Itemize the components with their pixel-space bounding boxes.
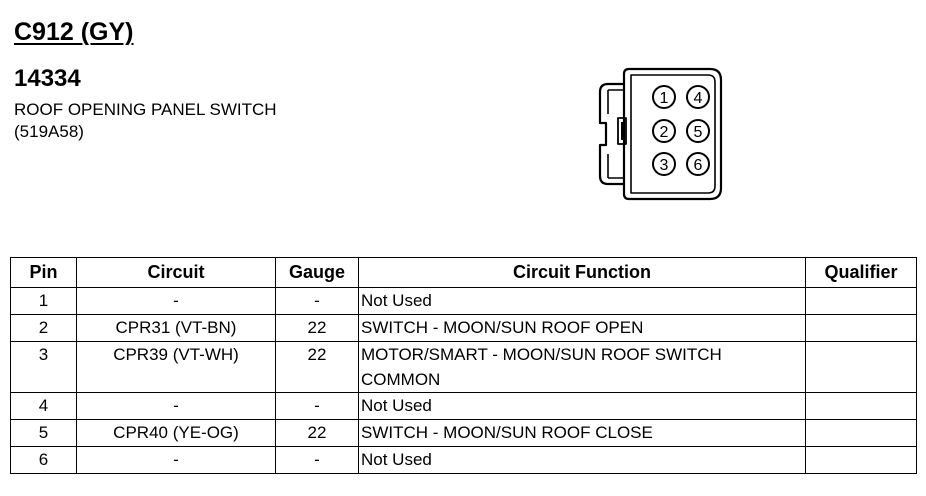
connector-face-diagram <box>588 66 728 202</box>
locking-tab <box>600 84 624 184</box>
table-row <box>11 342 917 393</box>
table-header-row <box>11 258 917 288</box>
function-line: Not Used <box>361 396 432 415</box>
pin-cell: 5 <box>11 420 77 447</box>
pin-cell: 1 <box>11 288 77 315</box>
part-code: (519A58) <box>14 122 84 141</box>
qualifier-cell <box>806 315 917 342</box>
header-gauge: Gauge <box>276 258 359 288</box>
table-row <box>11 447 917 474</box>
header-circuit: Circuit <box>77 258 276 288</box>
gauge-cell: 22 <box>276 420 359 447</box>
part-number: 14334 <box>14 65 81 92</box>
qualifier-cell <box>806 393 917 420</box>
pin-cell: 3 <box>11 342 77 393</box>
pin-cell: 2 <box>11 315 77 342</box>
part-description: ROOF OPENING PANEL SWITCH <box>14 100 277 119</box>
qualifier-cell <box>806 342 917 393</box>
function-cell <box>359 393 806 420</box>
function-cell <box>359 288 806 315</box>
pin-6-label: 6 <box>693 157 703 174</box>
function-cell <box>359 420 806 447</box>
gauge-cell: 22 <box>276 315 359 342</box>
gauge-cell: - <box>276 447 359 474</box>
qualifier-cell <box>806 420 917 447</box>
function-cell <box>359 342 806 393</box>
function-line: Not Used <box>361 291 432 310</box>
qualifier-cell <box>806 288 917 315</box>
table-row <box>11 288 917 315</box>
header-circuit-function: Circuit Function <box>359 258 806 288</box>
gauge-cell: - <box>276 393 359 420</box>
circuit-cell: - <box>77 393 276 420</box>
function-line: SWITCH - MOON/SUN ROOF OPEN <box>361 318 644 337</box>
table-row <box>11 420 917 447</box>
function-cell <box>359 447 806 474</box>
table-row <box>11 393 917 420</box>
header-pin: Pin <box>11 258 77 288</box>
pin-5-label: 5 <box>693 124 703 141</box>
gauge-cell: 22 <box>276 342 359 393</box>
qualifier-cell <box>806 447 917 474</box>
pin-2-label: 2 <box>659 124 669 141</box>
header-qualifier: Qualifier <box>806 258 917 288</box>
circuit-cell: CPR31 (VT-BN) <box>77 315 276 342</box>
function-line: SWITCH - MOON/SUN ROOF CLOSE <box>361 423 653 442</box>
pin-cell: 4 <box>11 393 77 420</box>
pin-3-label: 3 <box>659 157 669 174</box>
circuit-cell: CPR40 (YE-OG) <box>77 420 276 447</box>
pin-1-label: 1 <box>659 90 669 107</box>
table-row <box>11 315 917 342</box>
function-cell <box>359 315 806 342</box>
pinout-table <box>10 257 917 474</box>
circuit-cell: - <box>77 447 276 474</box>
connector-id: C912 (GY) <box>14 18 134 46</box>
pin-cell: 6 <box>11 447 77 474</box>
function-line: MOTOR/SMART - MOON/SUN ROOF SWITCH <box>361 345 722 364</box>
function-line: Not Used <box>361 450 432 469</box>
circuit-cell: CPR39 (VT-WH) <box>77 342 276 393</box>
circuit-cell: - <box>77 288 276 315</box>
gauge-cell: - <box>276 288 359 315</box>
function-line: COMMON <box>361 370 441 389</box>
pin-4-label: 4 <box>693 90 703 107</box>
